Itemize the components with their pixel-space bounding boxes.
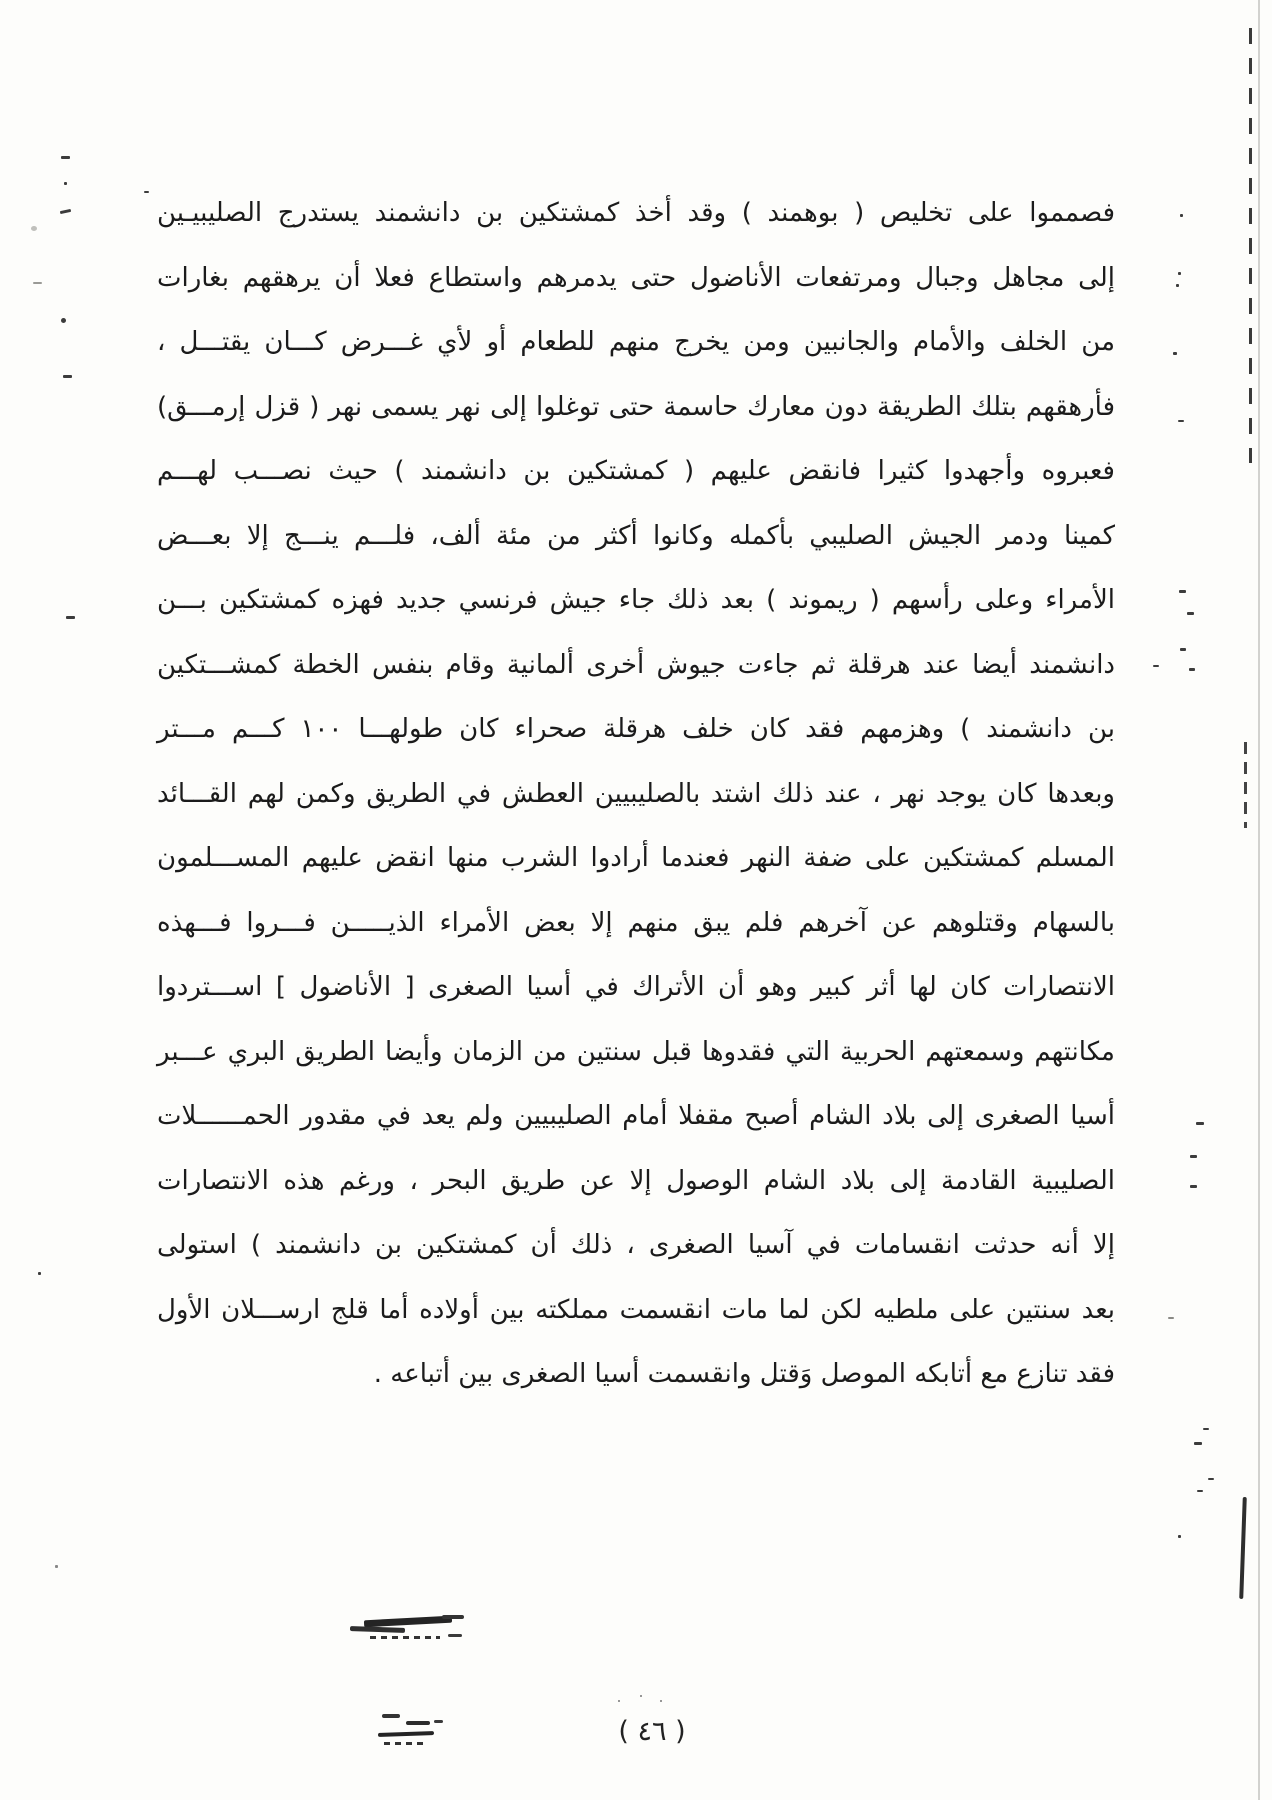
- text-line: فصمموا على تخليص ( بوهمند ) وقد أخذ كمشتكين بن دانشمند يستدرج الصليبيـين: [157, 198, 1115, 228]
- scan-speck: [1187, 612, 1194, 615]
- scan-edge-dashed-mark-top: [1249, 28, 1252, 463]
- text-line: بن دانشمند ) وهزمهم فقد كان خلف هرقلة صحراء كان طولهـــا ١٠٠ كـــم مـــتر: [157, 714, 1115, 744]
- scan-speck: [1180, 648, 1186, 651]
- scan-speck: [61, 156, 70, 159]
- scan-edge-line: [1258, 0, 1260, 1800]
- ink-smudge-lower: [374, 1710, 444, 1754]
- text-line: الصليبية القادمة إلى بلاد الشام الوصول إلا عن طريق البحر ، ورغم هذه الانتصارات: [157, 1165, 1115, 1196]
- scan-speck: [63, 375, 72, 378]
- scan-speck: [660, 1700, 662, 1702]
- text-line: فأرهقهم بتلك الطريقة دون معارك حاسمة حتى توغلوا إلى نهر يسمى نهر ( قزل إرمـــق): [157, 391, 1115, 422]
- scan-speck: [38, 1272, 41, 1275]
- scan-speck: [1178, 420, 1184, 422]
- scan-speck: [31, 226, 37, 231]
- scan-edge-bar-bottom: [1239, 1497, 1247, 1599]
- scan-speck: [1190, 1185, 1197, 1188]
- text-line: إلا أنه حدثت انقسامات في آسيا الصغرى ، ذلك أن كمشتكين بن دانشمند ) استولى: [157, 1230, 1115, 1260]
- scan-speck: [1176, 284, 1179, 287]
- scan-speck: [33, 282, 42, 284]
- scan-speck: [1208, 1478, 1214, 1480]
- scan-speck: [1197, 1490, 1203, 1492]
- scan-speck: [1190, 1155, 1197, 1158]
- text-line: الانتصارات كان لها أثر كبير وهو أن الأتراك في أسيا الصغرى [ الأناضول ] اســـتردوا: [157, 972, 1115, 1002]
- page-number: ( ٤٦ ): [618, 1716, 686, 1747]
- scan-speck: [1196, 1122, 1204, 1125]
- scan-speck: [1179, 590, 1186, 593]
- text-line: مكانتهم وسمعتهم الحربية التي فقدوها قبل سنتين من الزمان وأيضا الطريق البري عـــبر: [157, 1036, 1115, 1067]
- scan-speck: [1173, 352, 1177, 355]
- scan-speck: [618, 1700, 620, 1702]
- text-line: المسلم كمشتكين على ضفة النهر فعندما أرادوا الشرب منها انقض عليهم المســـلمون: [157, 843, 1115, 873]
- text-line: دانشمند أيضا عند هرقلة ثم جاءت جيوش أخرى ألمانية وقام بنفس الخطة كمشـــتكين: [157, 649, 1115, 680]
- scan-speck: [640, 1695, 642, 1697]
- scan-speck: [1189, 668, 1195, 671]
- scan-speck: [66, 616, 75, 619]
- text-line: من الخلف والأمام والجانبين ومن يخرج منهم للطعام أو لأي غـــرض كـــان يقتـــل ،: [157, 327, 1115, 357]
- text-line: الأمراء وعلى رأسهم ( ريموند ) بعد ذلك جاء جيش فرنسي جديد فهزه كمشتكين بـــن: [157, 585, 1115, 615]
- scan-speck: [1178, 1535, 1181, 1538]
- text-line: أسيا الصغرى إلى بلاد الشام أصبح مقفلا أمام الصليبيين ولم يعد في مقدور الحمــــــلات: [157, 1101, 1115, 1131]
- text-line: وبعدها كان يوجد نهر ، عند ذلك اشتد بالصليبيين العطش في الطريق وكمن لهم القـــائد: [157, 778, 1115, 809]
- scan-speck: [64, 182, 67, 185]
- scan-speck: [1153, 665, 1159, 667]
- scan-speck: [144, 191, 149, 193]
- text-line: فقد تنازع مع أتابكه الموصل وَقتل وانقسمت أسيا الصغرى بين أتباعه .: [373, 1359, 1115, 1389]
- scan-speck: [55, 1565, 58, 1568]
- scan-edge-dashed-mark-middle: [1244, 742, 1247, 828]
- scan-speck: [1203, 1428, 1209, 1430]
- text-line: فعبروه وأجهدوا كثيرا فانقض عليهم ( كمشتكين بن دانشمند ) حيث نصـــب لهـــم: [157, 456, 1115, 486]
- text-line: إلى مجاهل وجبال ومرتفعات الأناضول حتى يدمرهم واستطاع فعلا أن يرهقهم بغارات: [157, 262, 1115, 293]
- scan-speck: [1178, 272, 1181, 275]
- text-line: بعد سنتين على ملطيه لكن لما مات انقسمت مملكته بين أولاده أما قلج ارســـلان الأول: [157, 1294, 1115, 1325]
- scan-speck: [1180, 214, 1183, 217]
- body-text: [157, 181, 1115, 1407]
- text-line: كمينا ودمر الجيش الصليبي بأكمله وكانوا أكثر من مئة ألف، فلـــم ينـــج إلا بعـــض: [157, 520, 1115, 551]
- text-line: بالسهام وقتلوهم عن آخرهم فلم يبق منهم إلا بعض الأمراء الذيـــــن فـــروا فـــهذه: [157, 907, 1115, 938]
- scan-speck: [1168, 1317, 1174, 1319]
- scan-speck: [1194, 1442, 1202, 1445]
- scan-speck: [60, 209, 71, 214]
- scan-speck: [61, 318, 66, 323]
- ink-smudge-upper: [350, 1612, 470, 1650]
